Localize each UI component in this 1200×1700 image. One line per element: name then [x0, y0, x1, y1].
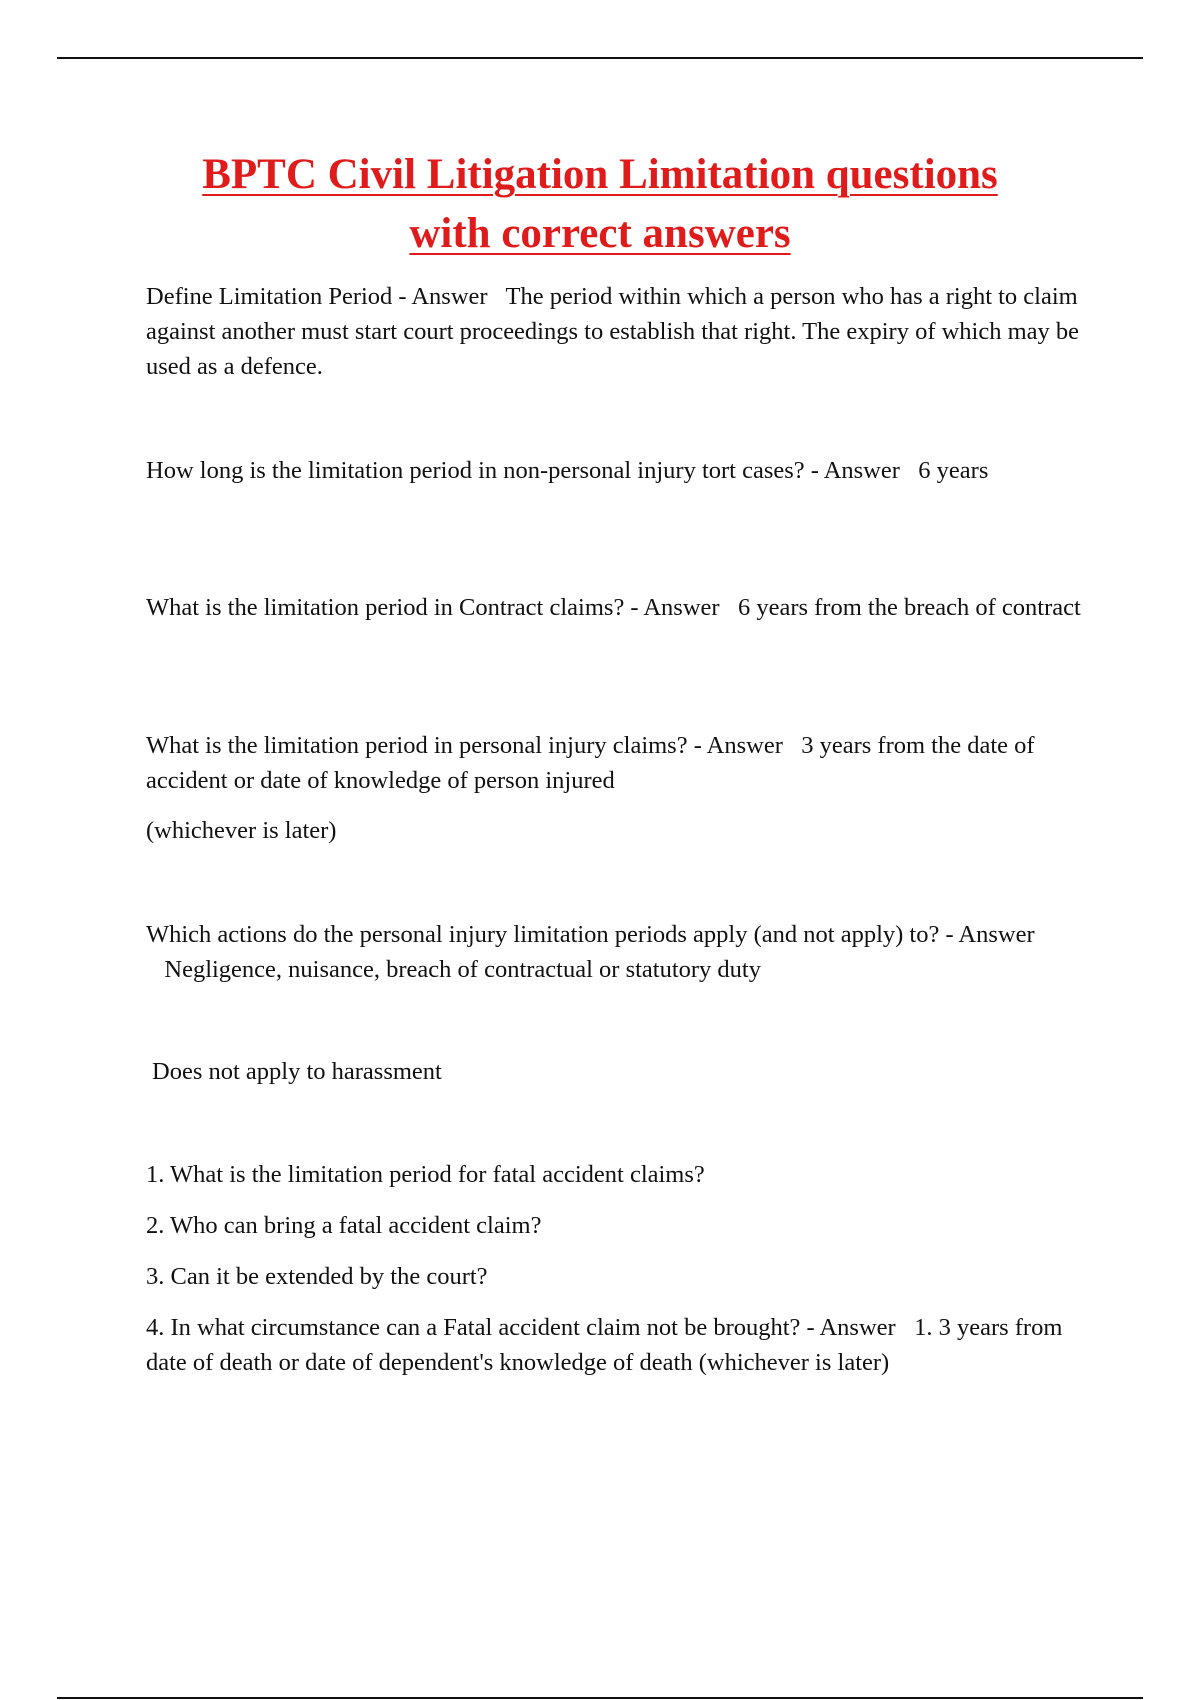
- qa-entry-4-extra: (whichever is later): [146, 817, 337, 844]
- title-line-1: BPTC Civil Litigation Limitation questions: [202, 151, 998, 198]
- question-text: 4. In what circumstance can a Fatal accident claim not be brought? - Answer: [146, 1314, 896, 1341]
- qa-entry-5-extra: Does not apply to harassment: [152, 1058, 442, 1085]
- qa-entry-2: [146, 453, 1096, 488]
- answer-text: 3 years from the date of accident or date of knowledge of person injured: [146, 732, 1035, 794]
- document-title: [100, 145, 1100, 263]
- qa-list-item-3: 3. Can it be extended by the court?: [146, 1263, 488, 1290]
- top-rule: [57, 57, 1143, 59]
- answer-text: 6 years: [918, 457, 989, 484]
- title-line-2: with correct answers: [409, 210, 791, 257]
- question-text: Define Limitation Period - Answer: [146, 283, 488, 310]
- qa-entry-5: [146, 917, 1096, 987]
- qa-list-item-1: 1. What is the limitation period for fatal accident claims?: [146, 1161, 705, 1188]
- answer-text: Negligence, nuisance, breach of contractual or statutory duty: [164, 956, 761, 983]
- answer-text: The period within which a person who has a right to claim against another must start court proceedings to establish that right. The expiry of which may be used as a defence.: [146, 283, 1080, 380]
- qa-entry-6: [146, 1310, 1096, 1380]
- answer-text: 1. 3 years from date of death or date of dependent's knowledge of death (whichever is later): [146, 1314, 1063, 1376]
- qa-entry-1: [146, 279, 1096, 384]
- qa-entry-3: [146, 590, 1096, 625]
- question-text: Which actions do the personal injury limitation periods apply (and not apply) to? - Answer: [146, 921, 1035, 948]
- bottom-rule: [57, 1697, 1143, 1699]
- answer-text: 6 years from the breach of contract: [737, 594, 1081, 621]
- question-text: What is the limitation period in Contract claims? - Answer: [146, 594, 720, 621]
- qa-entry-4: [146, 728, 1096, 798]
- question-text: How long is the limitation period in non-personal injury tort cases? - Answer: [146, 457, 900, 484]
- question-text: What is the limitation period in personal injury claims? - Answer: [146, 732, 783, 759]
- qa-list-item-2: 2. Who can bring a fatal accident claim?: [146, 1212, 542, 1239]
